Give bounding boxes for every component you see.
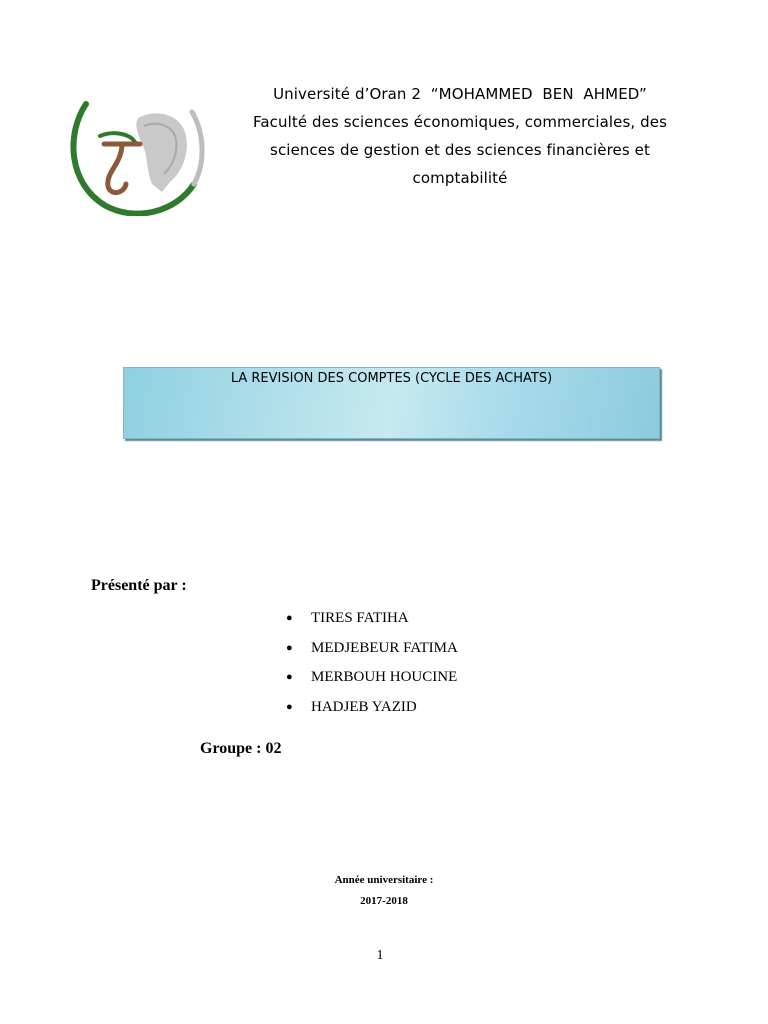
list-item — [286, 695, 458, 725]
university-logo — [66, 74, 206, 216]
bullet-icon: ● — [286, 641, 293, 654]
title-banner — [123, 367, 660, 439]
list-item — [286, 636, 458, 666]
faculty-line-2: sciences de gestion et des sciences financières et — [270, 141, 650, 159]
bullet-icon: ● — [286, 671, 293, 683]
faculty-line-1: Faculté des sciences économiques, commerciales, des — [252, 113, 668, 131]
group-number: Groupe : 02 — [200, 740, 282, 757]
member-name: MERBOUH HOUCINE — [311, 669, 458, 685]
academic-year-value: 2017-2018 — [360, 895, 408, 907]
faculty-line-3: comptabilité — [412, 169, 508, 187]
members-list — [286, 606, 458, 724]
member-name: TIRES FATIHA — [311, 610, 409, 626]
bullet-icon: ● — [286, 612, 293, 624]
member-name: MEDJEBEUR FATIMA — [311, 639, 458, 656]
presented-by-label: Présenté par : — [91, 577, 187, 594]
bullet-icon: ● — [286, 700, 293, 713]
list-item — [286, 606, 458, 636]
university-name: Université d’Oran 2 “MOHAMMED BEN AHMED” — [273, 85, 647, 103]
document-title: LA REVISION DES COMPTES (CYCLE DES ACHATS) — [230, 371, 553, 386]
list-item — [286, 665, 458, 695]
page-number: 1 — [376, 948, 384, 963]
header-block — [210, 80, 710, 192]
academic-year-label: Année universitaire : — [334, 874, 434, 886]
member-name: HADJEB YAZID — [311, 698, 417, 715]
